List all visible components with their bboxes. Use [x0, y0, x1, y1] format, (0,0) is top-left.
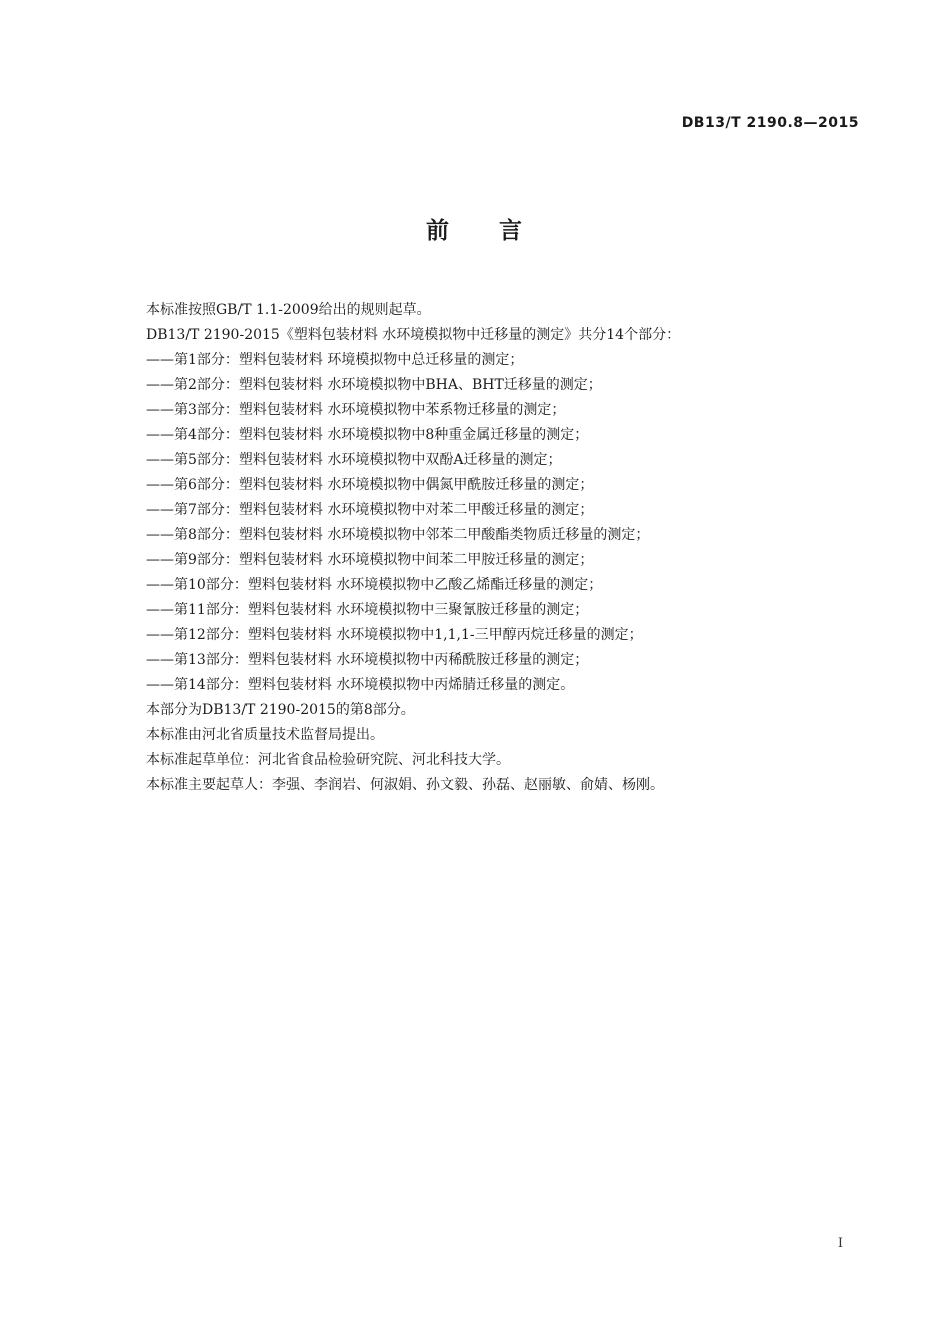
- standard-code: DB13/T 2190.8—2015: [681, 115, 859, 131]
- list-item: ——第3部分：塑料包装材料 水环境模拟物中苯系物迁移量的测定；: [146, 402, 566, 418]
- paragraph-line: 本部分为DB13/T 2190-2015的第8部分。: [146, 702, 415, 718]
- paragraph-line: DB13/T 2190-2015《塑料包装材料 水环境模拟物中迁移量的测定》共分14个部分：: [146, 327, 681, 343]
- foreword-body: [146, 298, 846, 798]
- list-item: ——第6部分：塑料包装材料 水环境模拟物中偶氮甲酰胺迁移量的测定；: [146, 477, 594, 493]
- paragraph-line: 本标准由河北省质量技术监督局提出。: [146, 727, 384, 743]
- list-item: ——第9部分：塑料包装材料 水环境模拟物中间苯二甲胺迁移量的测定；: [146, 552, 594, 568]
- page-title: [0, 212, 950, 245]
- list-item: ——第10部分：塑料包装材料 水环境模拟物中乙酸乙烯酯迁移量的测定；: [146, 577, 603, 593]
- paragraph-line: 本标准起草单位：河北省食品检验研究院、河北科技大学。: [146, 752, 510, 768]
- list-item: ——第8部分：塑料包装材料 水环境模拟物中邻苯二甲酸酯类物质迁移量的测定；: [146, 527, 650, 543]
- list-item: ——第1部分：塑料包装材料 环境模拟物中总迁移量的测定；: [146, 352, 524, 368]
- paragraph-line: 本标准主要起草人：李强、李润岩、何淑娟、孙文毅、孙磊、赵丽敏、俞婧、杨刚。: [146, 777, 664, 793]
- list-item: ——第11部分：塑料包装材料 水环境模拟物中三聚氰胺迁移量的测定；: [146, 602, 589, 618]
- list-item: ——第7部分：塑料包装材料 水环境模拟物中对苯二甲酸迁移量的测定；: [146, 502, 594, 518]
- list-item: ——第2部分：塑料包装材料 水环境模拟物中BHA、BHT迁移量的测定；: [146, 377, 602, 393]
- list-item: ——第12部分：塑料包装材料 水环境模拟物中1,1,1-三甲醇丙烷迁移量的测定；: [146, 627, 643, 643]
- title-char-2: 言: [499, 218, 524, 244]
- page-number: I: [837, 1236, 843, 1251]
- list-item: ——第5部分：塑料包装材料 水环境模拟物中双酚A迁移量的测定；: [146, 452, 562, 468]
- paragraph-line: 本标准按照GB/T 1.1-2009给出的规则起草。: [146, 302, 431, 318]
- title-char-1: 前: [426, 218, 451, 244]
- list-item: ——第14部分：塑料包装材料 水环境模拟物中丙烯腈迁移量的测定。: [146, 677, 575, 693]
- list-item: ——第4部分：塑料包装材料 水环境模拟物中8种重金属迁移量的测定；: [146, 427, 589, 443]
- list-item: ——第13部分：塑料包装材料 水环境模拟物中丙稀酰胺迁移量的测定；: [146, 652, 589, 668]
